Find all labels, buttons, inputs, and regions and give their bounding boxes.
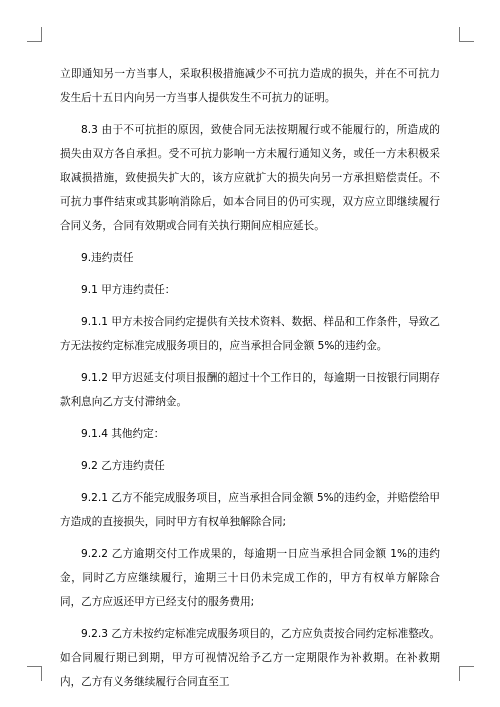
paragraph-clause-9-2-1: 9.2.1 乙方不能完成服务项目，应当承担合同金额 5%的违约金，并赔偿给甲方造成的直接损失，同时甲方有权单独解除合同; [60,492,440,528]
crop-mark-bottom-right [459,666,474,681]
paragraph-clause-8-3: 8.3 由于不可抗拒的原因，致使合同无法按期履行或不能履行的，所造成的损失由双方各自承担。受不可抗力影响一方未履行通知义务，或任一方未积极采取减损措施，致使损失扩大的，该方应就扩大的损失向另一方承担赔偿责任。不可抗力事件结束或其影响消除后，如本合同目的仍可实现，双方应立即继续履行合同义务，合同有效期或合同有关执行期间应相应延长。 [60,124,440,232]
paragraph-clause-9-2-3: 9.2.3 乙方未按约定标准完成服务项目的，乙方应负责按合同约定标准整改。如合同履行期已到期，甲方可视情况给予乙方一定期限作为补救期。在补救期内，乙方有义务继续履行合同直至工 [60,628,440,688]
document-body [60,62,440,702]
paragraph-clause-9-2-2: 9.2.2 乙方逾期交付工作成果的，每逾期一日应当承担合同金额 1%的违约金，同时乙方应继续履行，逾期三十日仍未完成工作的，甲方有权单方解除合同，乙方应返还甲方已经支付的服务费用; [60,548,440,608]
heading-clause-9-2: 9.2 乙方违约责任 [81,460,165,472]
paragraph-clause-9-1-1: 9.1.1 甲方未按合同约定提供有关技术资料、数据、样品和工作条件，导致乙方无法按约定标准完成服务项目的，应当承担合同金额 5%的违约金。 [60,316,440,352]
paragraph-clause-9-1-4: 9.1.4 其他约定： [81,428,165,440]
crop-mark-top-right [459,27,474,42]
crop-mark-top-left [27,27,42,42]
crop-mark-bottom-left [27,666,42,681]
heading-liability: 9.违约责任 [81,252,134,264]
paragraph-clause-9-1-2: 9.1.2 甲方迟延支付项目报酬的超过十个工作日的，每逾期一日按银行同期存款利息向乙方支付滞纳金。 [60,372,440,408]
paragraph-force-majeure-notice: 立即通知另一方当事人，采取积极措施减少不可抗力造成的损失，并在不可抗力发生后十五日内向另一方当事人提供发生不可抗力的证明。 [60,68,440,104]
heading-clause-9-1: 9.1 甲方违约责任： [81,284,176,296]
